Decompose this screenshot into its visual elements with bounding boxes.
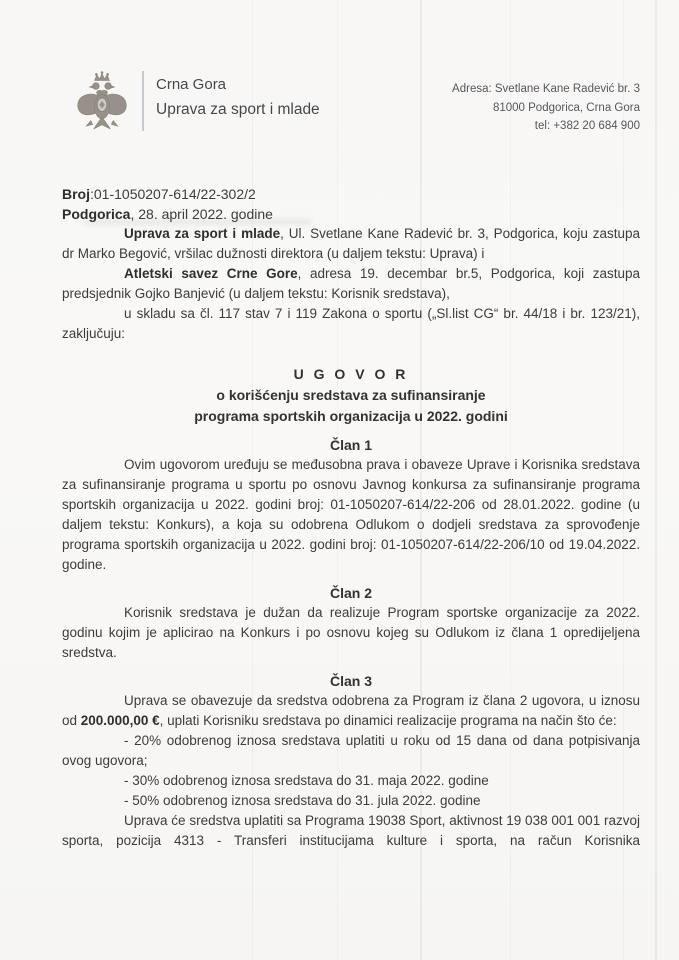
article2-paragraph: Korisnik sredstava je dužan da realizuje Program sportske organizacije za 2022. godinu kojim je aplicirao na Konkurs i po osnovu kojeg su Odlukom iz člana 1 opredijeljena sredstva.	[62, 604, 640, 660]
country-name: Crna Gora	[156, 76, 227, 93]
reference-number-line	[62, 184, 640, 204]
article3-heading: Član 3	[329, 672, 372, 689]
party2-name: Atletski savez Crne Gore	[124, 265, 298, 281]
party1-paragraph	[62, 224, 640, 264]
party2-paragraph	[62, 264, 640, 304]
article1-heading: Član 1	[329, 436, 372, 453]
document-content	[62, 0, 640, 851]
office-name: Uprava za sport i mlade	[156, 101, 320, 118]
article3-amount: 200.000,00 €	[80, 712, 160, 728]
address-street: Adresa: Svetlane Kane Radević br. 3	[452, 83, 640, 95]
reference-number: :01-1050207-614/22-302/2	[90, 185, 256, 202]
title-subtitle-1: o korišćenju sredstava za sufinansiranje	[216, 386, 486, 403]
letterhead	[62, 68, 640, 136]
party2-text: , adresa 19. decembar br.5, Podgorica, koji zastupa predsjednik Gojko Banjević (u daljem tekstu: Korisnik sredstava),	[62, 265, 640, 301]
article3-item-2: - 30% odobrenog iznosa sredstava do 31. maja 2022. godine	[124, 772, 489, 788]
article2-heading: Član 2	[329, 584, 372, 601]
address-phone: tel: +382 20 684 900	[534, 120, 640, 132]
scan-fold-line	[655, 0, 657, 960]
article3-intro-paragraph	[62, 691, 640, 731]
address-city: 81000 Podgorica, Crna Gora	[492, 101, 640, 114]
city-label: Podgorica	[62, 205, 131, 222]
article3-intro-post: , uplati Korisniku sredstava po dinamici realizacije programa na način što će:	[159, 712, 617, 728]
letterhead-divider	[142, 71, 144, 131]
title-word: U G O V O R	[293, 365, 409, 382]
legal-basis-paragraph: u skladu sa čl. 117 stav 7 i 119 Zakona o sportu („Sl.list CG“ br. 44/18 i br. 123/21), zaključuju:	[62, 305, 640, 341]
issuer-brand	[74, 68, 320, 134]
party1-text: , Ul. Svetlane Kane Radević br. 3, Podgorica, koju zastupa dr Marko Begović, vršilac dužnosti direktora (u daljem tekstu: Uprava) i	[62, 225, 640, 261]
title-subtitle-2: programa sportskih organizacija u 2022. godini	[194, 407, 508, 424]
reference-label: Broj	[62, 185, 90, 202]
coat-of-arms-icon	[74, 68, 130, 134]
date-value: , 28. april 2022. godine	[130, 205, 273, 222]
article3-intro-pre: Uprava se obavezuje da sredstva odobrena za Program iz člana 2 ugovora, u iznosu od	[62, 692, 640, 728]
issuer-names	[156, 68, 320, 134]
party1-name: Uprava za sport i mlade	[124, 225, 281, 241]
contract-title	[62, 364, 640, 427]
payment-source-paragraph: Uprava će sredstva uplatiti sa Programa 19038 Sport, aktivnost 19 038 001 001 razvoj sporta, pozicija 4313 - Transferi institucijama kulture i sporta, na račun Korisnika	[62, 812, 640, 848]
date-line	[62, 204, 640, 224]
article1-paragraph: Ovim ugovorom uređuju se međusobna prava i obaveze Uprave i Korisnika sredstava za sufinansiranje programa u sportu po osnovu Javnog konkursa za sufinansiranje programa sportskih organizacija u 2022. godini broj: 01-1050207-614/22-206 od 28.01.2022. godine (u daljem tekstu: Konkurs), a koja su odobrena Odlukom o dodjeli sredstava za sprovođenje programa sportskih organizacija u 2022. godini broj: 01-1050207-614/22-206/10 od 19.04.2022. godine.	[62, 456, 640, 572]
article3-item-1: - 20% odobrenog iznosa sredstava uplatiti u roku od 15 dana od dana potpisivanja ovog ugovora;	[62, 732, 640, 768]
address-block	[452, 68, 640, 136]
article3-item-3: - 50% odobrenog iznosa sredstava do 31. jula 2022. godine	[124, 792, 481, 808]
reference-block	[62, 184, 640, 224]
